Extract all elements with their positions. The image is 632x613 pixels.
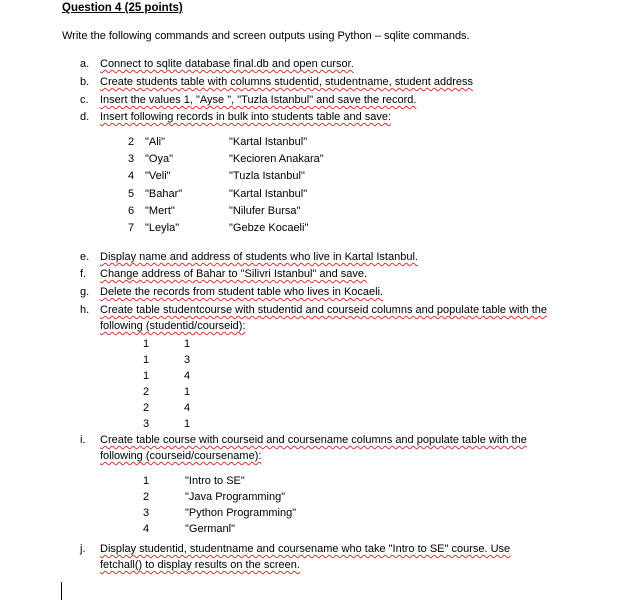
course-id-cell: 4: [143, 523, 150, 535]
course-name-cell: "Python Programming": [185, 507, 297, 519]
student-name-cell: "Leyla": [145, 222, 180, 234]
student-id-cell: 6: [128, 204, 135, 217]
task-i-continued: [100, 450, 261, 462]
task-b: [80, 76, 473, 88]
text-cursor: [61, 582, 62, 600]
course-id-cell: 3: [143, 507, 150, 519]
task-e: [80, 251, 418, 263]
task-text: Create students table with columns studentid, studentname, student address: [100, 76, 473, 88]
task-text: fetchall() to display results on the screen.: [100, 559, 300, 571]
task-label: e.: [80, 251, 90, 263]
task-label: c.: [80, 94, 89, 106]
task-f: [80, 268, 367, 280]
task-label: a.: [80, 58, 90, 70]
student-name-cell: "Ali": [145, 136, 166, 148]
student-address-cell: "Tuzla Istanbul": [229, 170, 305, 183]
task-label: j.: [80, 543, 86, 555]
task-a: [80, 58, 354, 70]
studentcourse-courseid-cell: 4: [184, 402, 191, 414]
course-name-cell: "Germanl": [185, 523, 235, 535]
task-label: f.: [80, 268, 87, 280]
task-text: Insert following records in bulk into students table and save:: [100, 111, 392, 123]
student-address-cell: "Kartal Istanbul": [229, 136, 308, 148]
student-name-cell: "Veli": [145, 170, 171, 183]
task-text: Delete the records from student table who lives in Kocaeli.: [100, 286, 384, 298]
studentcourse-courseid-cell: 4: [184, 370, 191, 382]
studentcourse-courseid-cell: 1: [184, 418, 191, 430]
task-label: i.: [80, 434, 86, 446]
student-address-cell: "Kartal Istanbul": [229, 187, 308, 200]
student-name-cell: "Oya": [145, 153, 173, 166]
task-text: Connect to sqlite database final.db and open cursor.: [100, 58, 354, 70]
student-address-cell: "Nilufer Bursa": [229, 204, 301, 217]
studentcourse-studentid-cell: 2: [143, 402, 150, 414]
student-address-cell: "Kecioren Anakara": [229, 153, 324, 166]
student-id-cell: 4: [128, 170, 135, 183]
task-text: following (courseid/coursename):: [100, 450, 262, 462]
student-name-cell: "Bahar": [145, 187, 183, 200]
course-name-cell: "Java Programming": [185, 491, 286, 503]
task-text: Display studentid, studentname and coursename who take "Intro to SE" course. Use: [100, 543, 511, 555]
task-i: [80, 434, 527, 446]
task-j: [80, 543, 510, 555]
student-id-cell: 3: [128, 153, 135, 166]
task-d: [80, 111, 391, 123]
task-text: Insert the values 1, "Ayse ", "Tuzla Istanbul" and save the record.: [100, 94, 417, 106]
course-id-cell: 1: [143, 475, 150, 487]
task-h-continued: [100, 320, 246, 332]
task-text: following (studentid/courseid):: [100, 320, 246, 332]
student-address-cell: "Gebze Kocaeli": [229, 222, 309, 234]
student-id-cell: 7: [128, 222, 135, 234]
studentcourse-studentid-cell: 3: [143, 418, 150, 430]
task-c: [80, 94, 416, 106]
studentcourse-courseid-cell: 3: [184, 354, 191, 366]
studentcourse-studentid-cell: 2: [143, 386, 150, 398]
task-text: Create table studentcourse with studentid and courseid columns and populate table with the: [100, 304, 548, 316]
course-id-cell: 2: [143, 491, 150, 503]
studentcourse-studentid-cell: 1: [143, 354, 150, 366]
task-g: [80, 286, 383, 298]
task-label: d.: [80, 111, 90, 123]
task-label: b.: [80, 76, 90, 88]
task-text: Display name and address of students who live in Kartal Istanbul.: [100, 251, 418, 263]
intro-text: Write the following commands and screen outputs using Python – sqlite commands.: [62, 30, 470, 42]
student-id-cell: 2: [128, 136, 135, 148]
task-j-continued: [100, 559, 300, 571]
studentcourse-courseid-cell: 1: [184, 338, 191, 350]
studentcourse-studentid-cell: 1: [143, 370, 150, 382]
task-label: g.: [80, 286, 90, 298]
task-h: [80, 304, 547, 316]
course-name-cell: "Intro to SE": [185, 475, 245, 487]
question-title: Question 4 (25 points): [62, 2, 183, 14]
student-name-cell: "Mert": [145, 204, 175, 217]
task-text: Create table course with courseid and coursename columns and populate table with the: [100, 434, 527, 446]
task-text: Change address of Bahar to "Silivri Istanbul" and save.: [100, 268, 368, 280]
studentcourse-studentid-cell: 1: [143, 338, 150, 350]
task-label: h.: [80, 304, 90, 316]
student-id-cell: 5: [128, 187, 135, 200]
studentcourse-courseid-cell: 1: [184, 386, 191, 398]
